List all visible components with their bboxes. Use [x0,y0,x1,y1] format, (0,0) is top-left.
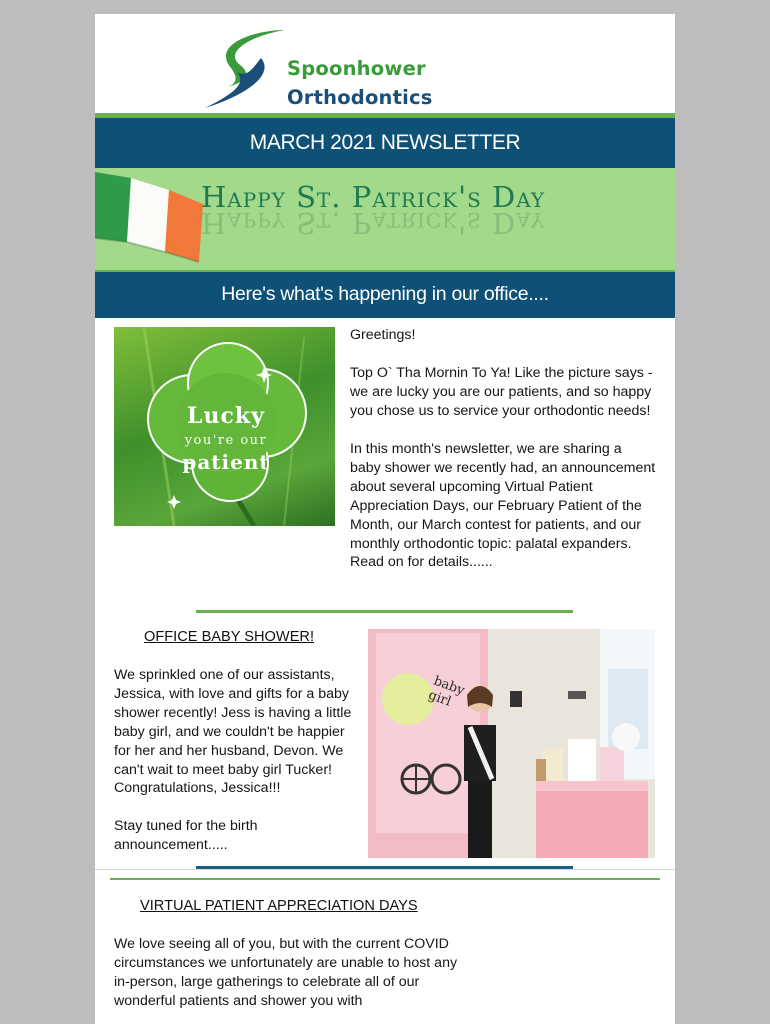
section-divider-3 [110,878,660,880]
intro-paragraph-2 [114,440,656,582]
logo-s-icon [203,28,283,108]
banner-title-reflection: Happy St. Patrick's Day [201,206,546,240]
baby-shower-body: We sprinkled one of our assistants, Jessica, with love and gifts for a baby shower recently! Jess is having a little baby girl, and we couldn't be happier for her and her husband, Devon. We can't wait to meet baby girl Tucker! Congratulations, Jessica!!! [114,667,352,797]
baby-girl-sign: baby girl [426,673,467,710]
appreciation-heading: VIRTUAL PATIENT APPRECIATION DAYS [140,898,418,914]
youre-our-word: you're our [184,433,268,448]
intro-greeting: Greetings! [350,327,416,343]
newsletter-title: MARCH 2021 NEWSLETTER [249,131,521,154]
brand-name-line2: Orthodontics [287,86,433,109]
intro-paragraph-1: Top O` Tha Mornin To Ya! Like the picture says - we are lucky you are our patients, and so happy you chose us to service your orthodontic needs! [350,365,653,419]
intro-wrap-spacer [114,440,350,582]
baby-shower-photo-art [368,629,655,858]
st-patricks-banner [95,168,675,270]
baby-shower-heading: OFFICE BABY SHOWER! [144,629,315,645]
baby-shower-photo [368,629,655,858]
section-divider-2-gray [95,869,675,870]
section-divider-1 [196,610,573,613]
appreciation-body: We love seeing all of you, but with the current COVID circumstances we unfortunately are unable to host any in-person, large gatherings to celebrate all of our wonderful patients and shower you with [114,936,458,1009]
irish-flag-icon [95,168,207,264]
brand-logo[interactable] [203,28,463,108]
newsletter-page [95,14,675,1024]
baby-shower-closing: Stay tuned for the birth announcement..... [114,818,258,853]
intro-paragraph-2-text: In this month's newsletter, we are sharing a baby shower we recently had, an announcement about several upcoming Virtual Patient Appreciation Days, our February Patient of the Month, our March contest for patients, and our monthly orthodontic topic: palatal expanders. Read on for details...... [350,441,656,571]
lucky-word: Lucky [187,403,265,429]
section-bar [95,270,675,318]
newsletter-title-band [95,118,675,168]
section-bar-title: Here's what's happening in our office.... [221,283,549,305]
banner-title: Happy St. Patrick's Day [201,180,546,214]
patient-word: patient [182,450,270,474]
brand-name-line1: Spoonhower [287,57,426,80]
